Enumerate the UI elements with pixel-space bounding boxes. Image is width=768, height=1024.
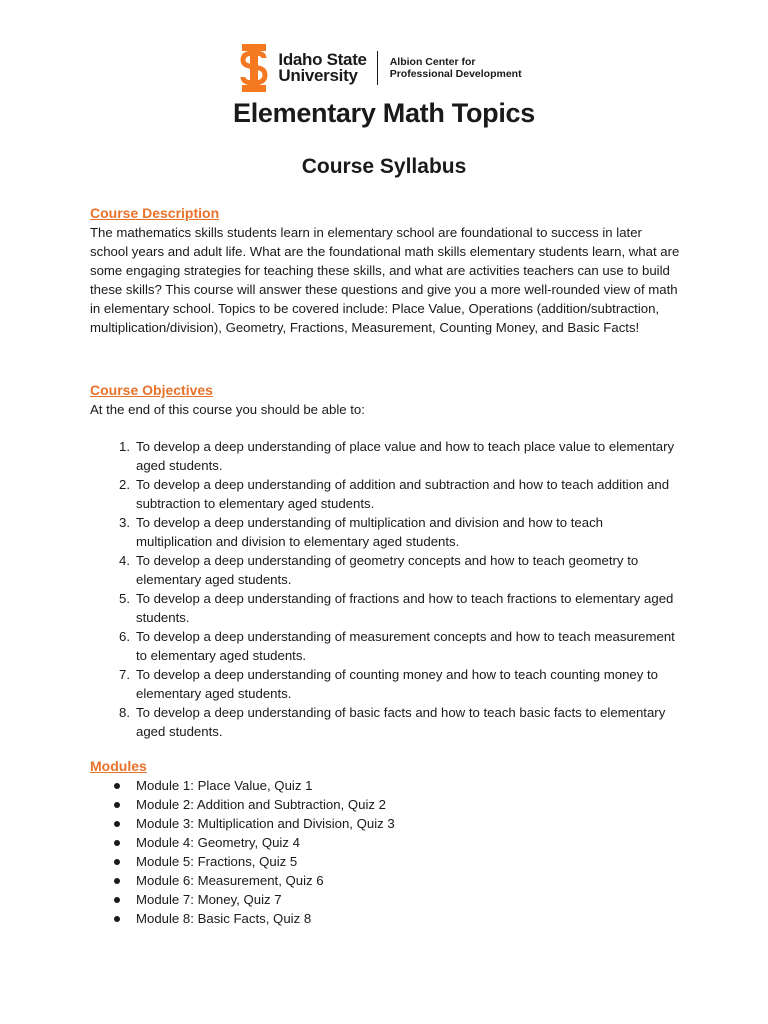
course-objectives-section bbox=[90, 380, 680, 741]
list-item: 4. To develop a deep understanding of geometry concepts and how to teach geometry to elementary aged students. bbox=[119, 553, 639, 587]
section-heading: Course Objectives bbox=[90, 382, 213, 398]
list-item: Module 5: Fractions, Quiz 5 bbox=[90, 852, 680, 871]
objectives-intro: At the end of this course you should be able to: bbox=[90, 402, 365, 417]
university-name: Idaho State University bbox=[278, 50, 367, 85]
list-item: Module 4: Geometry, Quiz 4 bbox=[90, 833, 680, 852]
bullet-icon bbox=[114, 821, 120, 827]
list-item: 1. To develop a deep understanding of place value and how to teach place value to elementary aged students. bbox=[119, 439, 675, 473]
list-item: 8. To develop a deep understanding of basic facts and how to teach basic facts to elementary aged students. bbox=[119, 705, 666, 739]
bullet-icon bbox=[114, 916, 120, 922]
bullet-icon bbox=[114, 859, 120, 865]
bullet-icon bbox=[114, 897, 120, 903]
bullet-icon bbox=[114, 783, 120, 789]
list-item: Module 6: Measurement, Quiz 6 bbox=[90, 871, 680, 890]
objectives-list bbox=[90, 437, 680, 741]
description-text: The mathematics skills students learn in elementary school are foundational to success in later school years and adult life. What are the foundational math skills elementary students learn, what are some engaging strategies for teaching these skills, and what are activities teachers can use to build these skills? This course will answer these questions and give you a more well-rounded view of math in elementary school. Topics to be covered include: Place Value, Operations (addition/subtraction, multiplication/division), Geometry, Fractions, Measurement, Counting Money, and Basic Facts! bbox=[90, 225, 680, 335]
page-subtitle: Course Syllabus bbox=[301, 155, 467, 178]
course-description-section bbox=[90, 203, 680, 337]
section-heading: Course Description bbox=[90, 205, 220, 221]
list-item: Module 8: Basic Facts, Quiz 8 bbox=[90, 909, 680, 928]
list-item: 3. To develop a deep understanding of multiplication and division and how to teach multiplication and division to elementary aged students. bbox=[119, 515, 604, 549]
list-item: Module 1: Place Value, Quiz 1 bbox=[90, 776, 680, 795]
section-heading: Modules bbox=[90, 758, 147, 774]
modules-section bbox=[90, 756, 680, 928]
bullet-icon bbox=[114, 802, 120, 808]
list-item: 5. To develop a deep understanding of fractions and how to teach fractions to elementary aged students. bbox=[119, 591, 674, 625]
center-name: Albion Center for Professional Development bbox=[389, 56, 522, 80]
list-item: 7. To develop a deep understanding of counting money and how to teach counting money to elementary aged students. bbox=[119, 667, 659, 701]
bullet-icon bbox=[114, 878, 120, 884]
modules-list bbox=[90, 776, 680, 928]
isu-logo-icon bbox=[238, 44, 270, 92]
logo-divider bbox=[377, 51, 378, 85]
list-item: 6. To develop a deep understanding of measurement concepts and how to teach measurement to elementary aged students. bbox=[119, 629, 675, 663]
bullet-icon bbox=[114, 840, 120, 846]
page-title: Elementary Math Topics bbox=[233, 98, 535, 128]
list-item: Module 7: Money, Quiz 7 bbox=[90, 890, 680, 909]
list-item: Module 3: Multiplication and Division, Quiz 3 bbox=[90, 814, 680, 833]
header-logo bbox=[0, 44, 768, 92]
list-item: Module 2: Addition and Subtraction, Quiz 2 bbox=[90, 795, 680, 814]
list-item: 2. To develop a deep understanding of addition and subtraction and how to teach addition and subtraction to elementary aged students. bbox=[119, 477, 670, 511]
